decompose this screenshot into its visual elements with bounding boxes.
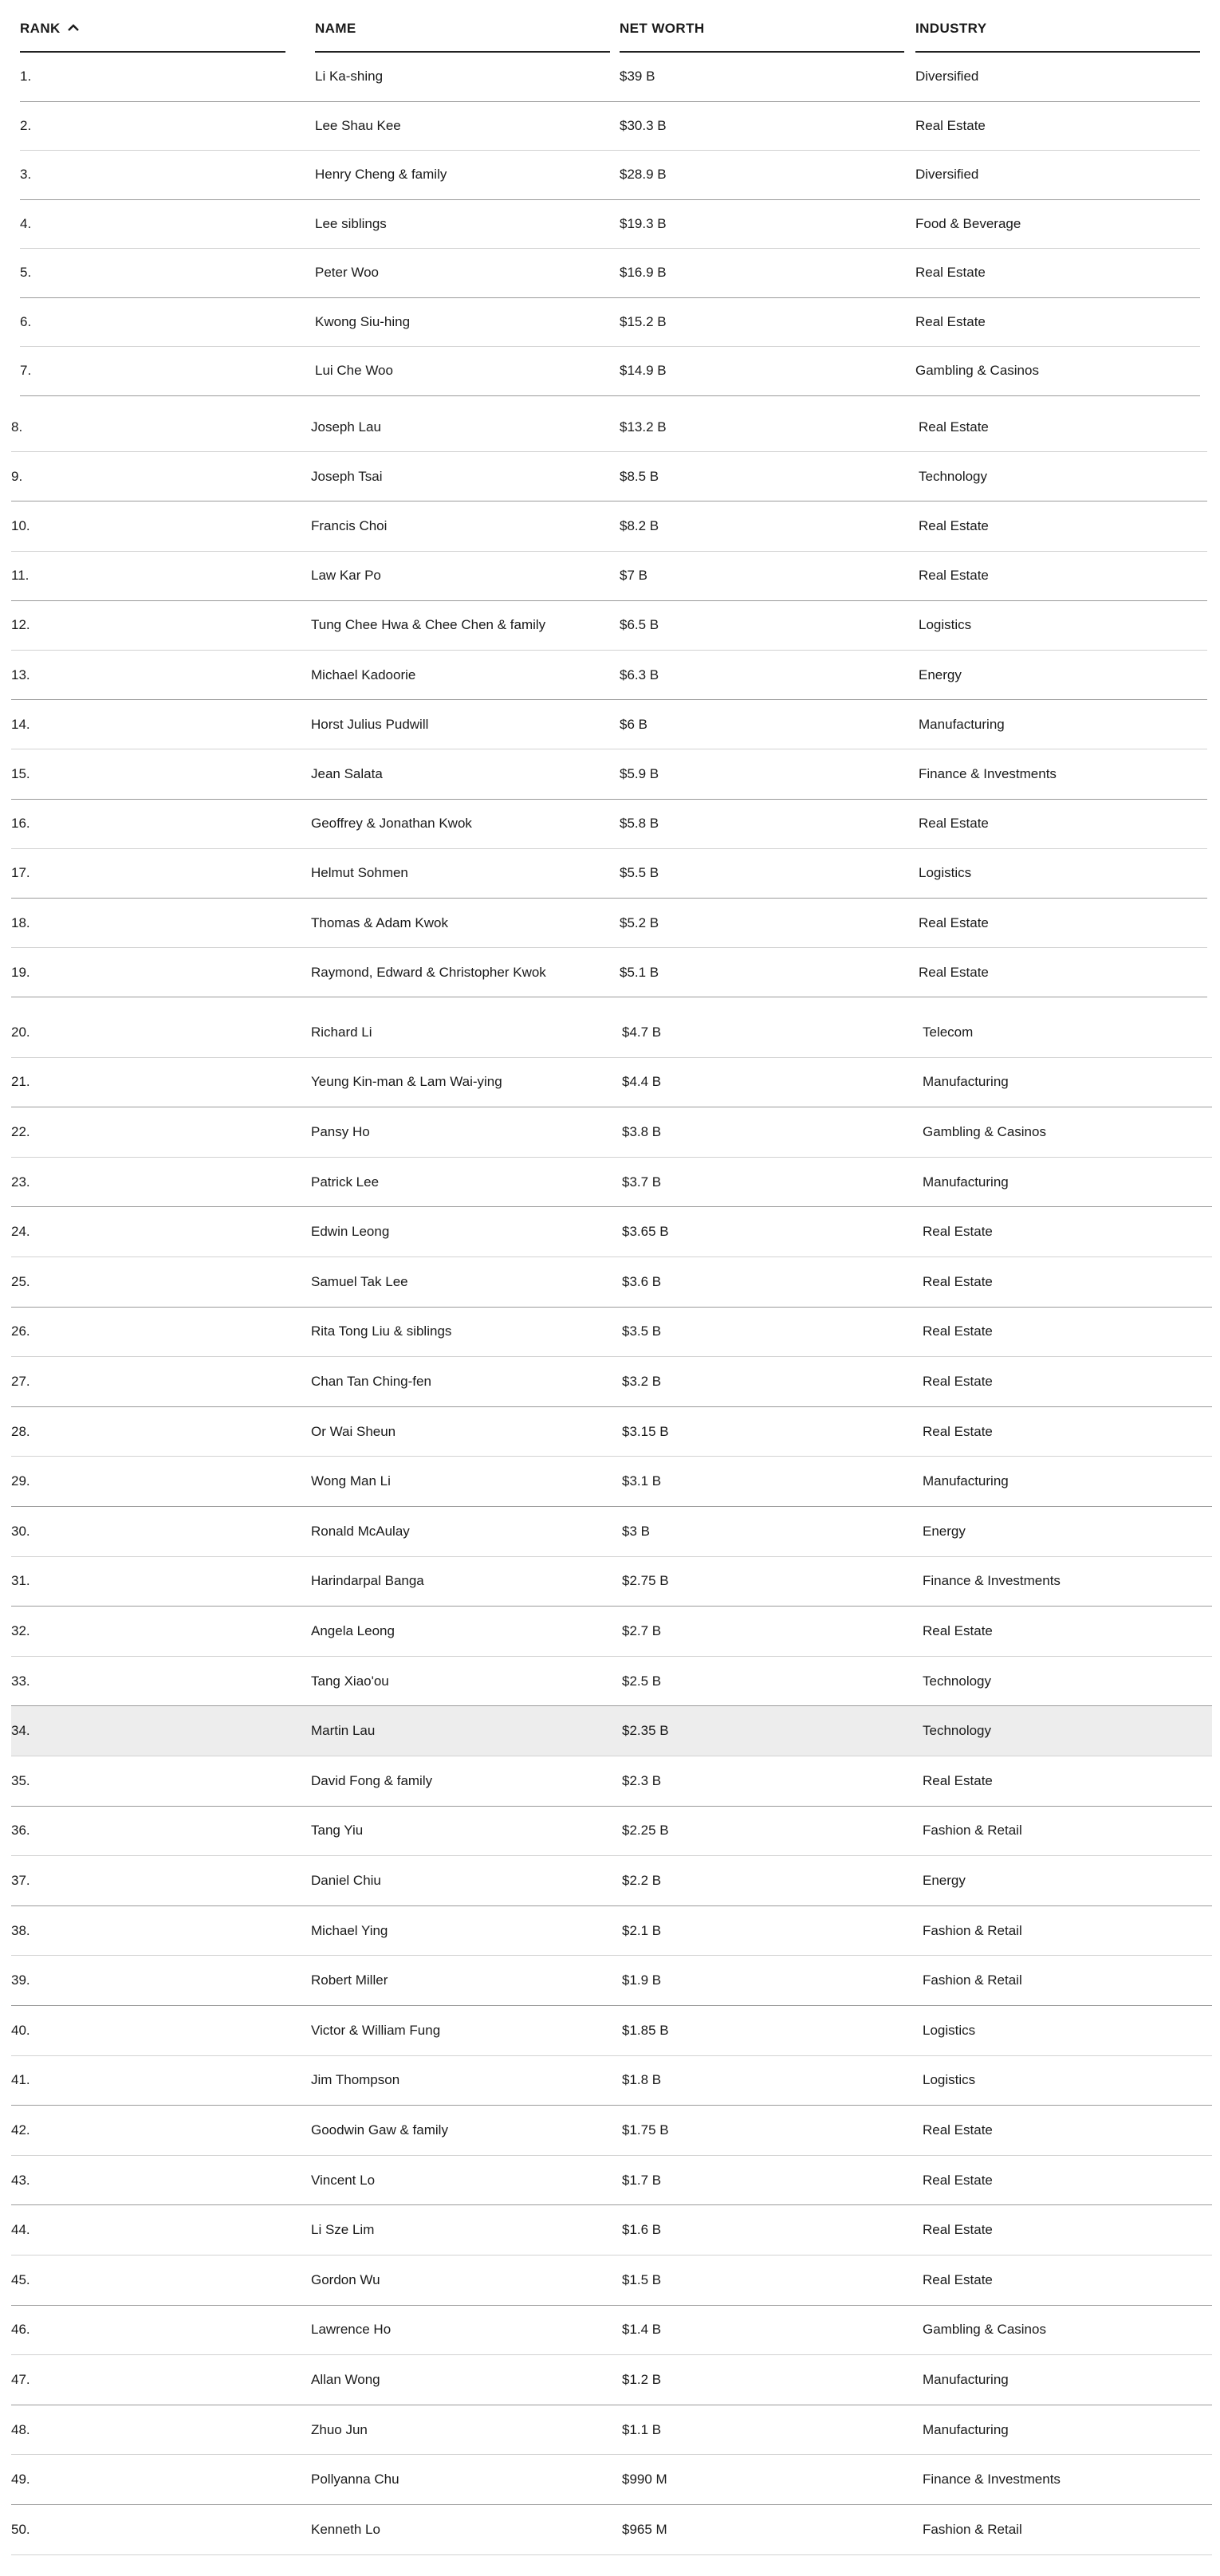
cell-rank: 34. bbox=[11, 1723, 30, 1739]
cell-rank: 8. bbox=[11, 419, 23, 435]
cell-industry: Manufacturing bbox=[923, 1174, 1009, 1190]
cell-name[interactable]: Michael Kadoorie bbox=[311, 667, 416, 682]
cell-net-worth: $3.65 B bbox=[622, 1224, 669, 1240]
table-row[interactable] bbox=[11, 1308, 1212, 1358]
cell-rank: 12. bbox=[11, 617, 30, 633]
cell-industry: Real Estate bbox=[919, 816, 989, 832]
cell-rank: 31. bbox=[11, 1573, 30, 1589]
cell-rank: 33. bbox=[11, 1673, 30, 1689]
cell-name[interactable]: Wong Man Li bbox=[311, 1473, 391, 1489]
cell-net-worth: $3.2 B bbox=[622, 1373, 662, 1389]
column-header-net-worth[interactable] bbox=[620, 0, 904, 53]
cell-rank: 2. bbox=[20, 117, 32, 133]
cell-rank: 29. bbox=[11, 1473, 30, 1489]
table-row[interactable] bbox=[11, 1507, 1212, 1557]
cell-name[interactable]: Jim Thompson bbox=[311, 2072, 400, 2088]
table-row[interactable] bbox=[11, 403, 1207, 452]
cell-industry: Gambling & Casinos bbox=[915, 363, 1039, 379]
cell-name[interactable]: Helmut Sohmen bbox=[311, 865, 408, 881]
cell-industry: Real Estate bbox=[923, 2271, 993, 2287]
cell-net-worth: $965 M bbox=[622, 2521, 667, 2537]
table-row[interactable] bbox=[11, 1607, 1212, 1657]
cell-industry: Real Estate bbox=[923, 1423, 993, 1439]
cell-name[interactable]: Yeung Kin-man & Lam Wai-ying bbox=[311, 1074, 502, 1090]
cell-net-worth: $30.3 B bbox=[620, 117, 667, 133]
cell-net-worth: $8.2 B bbox=[620, 517, 659, 533]
cell-name[interactable]: Vincent Lo bbox=[311, 2172, 376, 2188]
column-header-net-worth-label: NET WORTH bbox=[620, 21, 705, 36]
table-row[interactable] bbox=[11, 2455, 1212, 2505]
cell-rank: 49. bbox=[11, 2472, 30, 2488]
cell-name[interactable]: Pansy Ho bbox=[311, 1123, 370, 1139]
cell-industry: Technology bbox=[923, 1673, 992, 1689]
table-row[interactable] bbox=[11, 1257, 1212, 1308]
cell-name[interactable]: Lui Che Woo bbox=[315, 363, 393, 379]
cell-industry: Real Estate bbox=[923, 2172, 993, 2188]
table-row[interactable] bbox=[20, 53, 1200, 102]
cell-industry: Gambling & Casinos bbox=[923, 1123, 1046, 1139]
cell-net-worth: $5.2 B bbox=[620, 914, 659, 930]
cell-industry: Real Estate bbox=[915, 117, 986, 133]
cell-rank: 19. bbox=[11, 964, 30, 980]
cell-industry: Fashion & Retail bbox=[923, 1972, 1022, 1988]
cell-net-worth: $1.4 B bbox=[622, 2322, 662, 2338]
cell-net-worth: $4.7 B bbox=[622, 1024, 662, 1040]
cell-net-worth: $2.5 B bbox=[622, 1673, 662, 1689]
cell-name[interactable]: Angela Leong bbox=[311, 1622, 395, 1638]
cell-net-worth: $4.4 B bbox=[622, 1074, 662, 1090]
table-row[interactable] bbox=[20, 298, 1200, 348]
column-header-name-label: NAME bbox=[315, 21, 356, 36]
cell-rank: 48. bbox=[11, 2421, 30, 2437]
cell-net-worth: $28.9 B bbox=[620, 167, 667, 183]
table-row[interactable] bbox=[11, 849, 1207, 899]
cell-industry: Real Estate bbox=[923, 1373, 993, 1389]
cell-industry: Real Estate bbox=[923, 1622, 993, 1638]
cell-name[interactable]: Gordon Wu bbox=[311, 2271, 380, 2287]
table-row[interactable] bbox=[11, 1906, 1212, 1957]
cell-name[interactable]: Lee siblings bbox=[315, 215, 387, 231]
cell-industry: Diversified bbox=[915, 167, 979, 183]
table-row[interactable] bbox=[11, 1657, 1212, 1707]
table-row[interactable] bbox=[11, 1107, 1212, 1158]
cell-industry: Real Estate bbox=[915, 313, 986, 329]
cell-net-worth: $1.1 B bbox=[622, 2421, 662, 2437]
cell-net-worth: $1.85 B bbox=[622, 2022, 669, 2038]
cell-industry: Manufacturing bbox=[923, 1074, 1009, 1090]
cell-name[interactable]: Henry Cheng & family bbox=[315, 167, 447, 183]
cell-net-worth: $5.1 B bbox=[620, 964, 659, 980]
cell-name[interactable]: Kwong Siu-hing bbox=[315, 313, 411, 329]
cell-name[interactable]: Michael Ying bbox=[311, 1922, 388, 1938]
cell-industry: Logistics bbox=[923, 2072, 976, 2088]
cell-name[interactable]: Robert Miller bbox=[311, 1972, 388, 1988]
cell-rank: 27. bbox=[11, 1373, 30, 1389]
cell-net-worth: $14.9 B bbox=[620, 363, 667, 379]
table-header bbox=[0, 0, 1220, 53]
cell-rank: 4. bbox=[20, 215, 32, 231]
cell-name[interactable]: Raymond, Edward & Christopher Kwok bbox=[311, 964, 546, 980]
table-row[interactable] bbox=[11, 2306, 1212, 2356]
cell-name[interactable]: David Fong & family bbox=[311, 1772, 433, 1788]
cell-net-worth: $2.25 B bbox=[622, 1823, 669, 1839]
cell-name[interactable]: Lawrence Ho bbox=[311, 2322, 392, 2338]
cell-net-worth: $1.5 B bbox=[622, 2271, 662, 2287]
cell-net-worth: $3.7 B bbox=[622, 1174, 662, 1190]
cell-industry: Energy bbox=[923, 1523, 966, 1539]
cell-name[interactable]: Tang Xiao'ou bbox=[311, 1673, 389, 1689]
cell-rank: 11. bbox=[11, 568, 30, 584]
cell-name[interactable]: Peter Woo bbox=[315, 265, 380, 281]
table-row[interactable] bbox=[20, 151, 1200, 200]
cell-name[interactable]: Zhuo Jun bbox=[311, 2421, 368, 2437]
cell-name[interactable]: Samuel Tak Lee bbox=[311, 1273, 408, 1289]
table-row[interactable] bbox=[11, 2255, 1212, 2306]
cell-net-worth: $7 B bbox=[620, 568, 647, 584]
cell-name[interactable]: Francis Choi bbox=[311, 517, 388, 533]
cell-name[interactable]: Goodwin Gaw & family bbox=[311, 2122, 448, 2137]
cell-name[interactable]: Victor & William Fung bbox=[311, 2022, 441, 2038]
cell-rank: 18. bbox=[11, 914, 30, 930]
cell-rank: 14. bbox=[11, 716, 30, 732]
table-row[interactable] bbox=[11, 2006, 1212, 2056]
cell-net-worth: $6.5 B bbox=[620, 617, 659, 633]
cell-name[interactable]: Or Wai Sheun bbox=[311, 1423, 396, 1439]
cell-net-worth: $1.75 B bbox=[622, 2122, 669, 2137]
cell-industry: Real Estate bbox=[923, 1323, 993, 1339]
cell-net-worth: $16.9 B bbox=[620, 265, 667, 281]
cell-net-worth: $5.8 B bbox=[620, 816, 659, 832]
cell-rank: 15. bbox=[11, 765, 30, 781]
cell-net-worth: $2.3 B bbox=[622, 1772, 662, 1788]
cell-name[interactable]: Martin Lau bbox=[311, 1723, 376, 1739]
table-row[interactable] bbox=[11, 2106, 1212, 2156]
cell-net-worth: $5.9 B bbox=[620, 765, 659, 781]
cell-rank: 44. bbox=[11, 2222, 30, 2238]
table-row[interactable] bbox=[11, 1807, 1212, 1857]
cell-rank: 43. bbox=[11, 2172, 30, 2188]
cell-industry: Real Estate bbox=[919, 964, 989, 980]
cell-name[interactable]: Kenneth Lo bbox=[311, 2521, 380, 2537]
cell-rank: 10. bbox=[11, 517, 30, 533]
cell-rank: 38. bbox=[11, 1922, 30, 1938]
cell-industry: Real Estate bbox=[923, 2222, 993, 2238]
table-row[interactable] bbox=[11, 1956, 1212, 2006]
cell-industry: Manufacturing bbox=[923, 1473, 1009, 1489]
cell-rank: 3. bbox=[20, 167, 32, 183]
cell-net-worth: $39 B bbox=[620, 69, 655, 85]
cell-name[interactable]: Law Kar Po bbox=[311, 568, 381, 584]
chevron-up-icon[interactable] bbox=[67, 0, 80, 57]
table-row[interactable] bbox=[11, 1207, 1212, 1257]
cell-rank: 23. bbox=[11, 1174, 30, 1190]
cell-name[interactable]: Li Ka-shing bbox=[315, 69, 384, 85]
cell-name[interactable]: Patrick Lee bbox=[311, 1174, 380, 1190]
table-row[interactable] bbox=[11, 1457, 1212, 1507]
cell-industry: Energy bbox=[923, 1872, 966, 1888]
cell-net-worth: $6 B bbox=[620, 716, 647, 732]
table-row[interactable] bbox=[11, 2056, 1212, 2106]
table-row[interactable] bbox=[11, 1008, 1212, 1058]
cell-industry: Manufacturing bbox=[919, 716, 1005, 732]
table-row[interactable] bbox=[11, 1407, 1212, 1457]
cell-industry: Real Estate bbox=[923, 1772, 993, 1788]
column-header-rank[interactable] bbox=[20, 0, 285, 53]
cell-net-worth: $1.7 B bbox=[622, 2172, 662, 2188]
cell-rank: 20. bbox=[11, 1024, 30, 1040]
cell-net-worth: $6.3 B bbox=[620, 667, 659, 682]
cell-industry: Logistics bbox=[923, 2022, 976, 2038]
cell-rank: 16. bbox=[11, 816, 30, 832]
cell-rank: 21. bbox=[11, 1074, 30, 1090]
cell-net-worth: $1.6 B bbox=[622, 2222, 662, 2238]
cell-net-worth: $15.2 B bbox=[620, 313, 667, 329]
cell-name[interactable]: Geoffrey & Jonathan Kwok bbox=[311, 816, 472, 832]
table-row[interactable] bbox=[11, 1058, 1212, 1108]
cell-rank: 32. bbox=[11, 1622, 30, 1638]
cell-industry: Finance & Investments bbox=[923, 2472, 1061, 2488]
cell-name[interactable]: Pollyanna Chu bbox=[311, 2472, 399, 2488]
cell-industry: Manufacturing bbox=[923, 2371, 1009, 2387]
cell-industry: Fashion & Retail bbox=[923, 1823, 1022, 1839]
cell-industry: Real Estate bbox=[923, 1224, 993, 1240]
cell-net-worth: $3.5 B bbox=[622, 1323, 662, 1339]
cell-net-worth: $1.2 B bbox=[622, 2371, 662, 2387]
table-row[interactable] bbox=[11, 800, 1207, 849]
cell-name[interactable]: Li Sze Lim bbox=[311, 2222, 375, 2238]
table-row[interactable] bbox=[11, 749, 1207, 799]
cell-name[interactable]: Thomas & Adam Kwok bbox=[311, 914, 448, 930]
cell-industry: Energy bbox=[919, 667, 962, 682]
cell-industry: Finance & Investments bbox=[923, 1573, 1061, 1589]
cell-net-worth: $990 M bbox=[622, 2472, 667, 2488]
cell-net-worth: $13.2 B bbox=[620, 419, 667, 435]
table-row[interactable] bbox=[20, 347, 1200, 396]
column-header-rank-label: RANK bbox=[20, 21, 61, 36]
cell-rank: 35. bbox=[11, 1772, 30, 1788]
cell-name[interactable]: Richard Li bbox=[311, 1024, 372, 1040]
cell-net-worth: $1.8 B bbox=[622, 2072, 662, 2088]
cell-rank: 1. bbox=[20, 69, 32, 85]
cell-industry: Diversified bbox=[915, 69, 979, 85]
cell-net-worth: $2.1 B bbox=[622, 1922, 662, 1938]
cell-industry: Fashion & Retail bbox=[923, 2521, 1022, 2537]
cell-industry: Technology bbox=[923, 1723, 992, 1739]
cell-industry: Real Estate bbox=[923, 1273, 993, 1289]
table-row[interactable] bbox=[11, 2156, 1212, 2206]
cell-industry: Food & Beverage bbox=[915, 215, 1021, 231]
table-row[interactable] bbox=[11, 1557, 1212, 1607]
cell-net-worth: $2.75 B bbox=[622, 1573, 669, 1589]
cell-rank: 13. bbox=[11, 667, 30, 682]
cell-rank: 24. bbox=[11, 1224, 30, 1240]
cell-rank: 39. bbox=[11, 1972, 30, 1988]
cell-net-worth: $1.9 B bbox=[622, 1972, 662, 1988]
cell-name[interactable]: Horst Julius Pudwill bbox=[311, 716, 429, 732]
cell-rank: 37. bbox=[11, 1872, 30, 1888]
column-header-industry-label: INDUSTRY bbox=[915, 21, 987, 36]
cell-name[interactable]: Chan Tan Ching-fen bbox=[311, 1373, 431, 1389]
cell-industry: Real Estate bbox=[919, 914, 989, 930]
table-row[interactable] bbox=[20, 249, 1200, 298]
cell-rank: 40. bbox=[11, 2022, 30, 2038]
column-header-name[interactable] bbox=[315, 0, 610, 53]
cell-rank: 45. bbox=[11, 2271, 30, 2287]
cell-net-worth: $2.35 B bbox=[622, 1723, 669, 1739]
cell-rank: 46. bbox=[11, 2322, 30, 2338]
cell-name[interactable]: Joseph Tsai bbox=[311, 468, 383, 484]
cell-industry: Gambling & Casinos bbox=[923, 2322, 1046, 2338]
cell-industry: Logistics bbox=[919, 617, 972, 633]
table-row[interactable] bbox=[11, 1706, 1212, 1756]
cell-name[interactable]: Rita Tong Liu & siblings bbox=[311, 1323, 452, 1339]
cell-name[interactable]: Lee Shau Kee bbox=[315, 117, 401, 133]
cell-rank: 6. bbox=[20, 313, 32, 329]
cell-industry: Logistics bbox=[919, 865, 972, 881]
table-row[interactable] bbox=[11, 1158, 1212, 1208]
table-row[interactable] bbox=[11, 899, 1207, 948]
cell-name[interactable]: Harindarpal Banga bbox=[311, 1573, 424, 1589]
cell-name[interactable]: Joseph Lau bbox=[311, 419, 381, 435]
cell-industry: Fashion & Retail bbox=[923, 1922, 1022, 1938]
cell-name[interactable]: Edwin Leong bbox=[311, 1224, 390, 1240]
table-row[interactable] bbox=[11, 948, 1207, 997]
column-header-industry[interactable] bbox=[915, 0, 1200, 53]
table-row[interactable] bbox=[11, 1756, 1212, 1807]
cell-name[interactable]: Tang Yiu bbox=[311, 1823, 364, 1839]
cell-net-worth: $3 B bbox=[622, 1523, 650, 1539]
cell-name[interactable]: Allan Wong bbox=[311, 2371, 380, 2387]
cell-rank: 30. bbox=[11, 1523, 30, 1539]
cell-rank: 47. bbox=[11, 2371, 30, 2387]
table-row[interactable] bbox=[20, 102, 1200, 151]
cell-rank: 25. bbox=[11, 1273, 30, 1289]
cell-name[interactable]: Daniel Chiu bbox=[311, 1872, 381, 1888]
cell-industry: Real Estate bbox=[919, 568, 989, 584]
table-row[interactable] bbox=[11, 501, 1207, 551]
cell-net-worth: $5.5 B bbox=[620, 865, 659, 881]
cell-rank: 36. bbox=[11, 1823, 30, 1839]
cell-rank: 7. bbox=[20, 363, 32, 379]
cell-name[interactable]: Jean Salata bbox=[311, 765, 383, 781]
cell-rank: 41. bbox=[11, 2072, 30, 2088]
table-row[interactable] bbox=[11, 1856, 1212, 1906]
cell-rank: 26. bbox=[11, 1323, 30, 1339]
table-row[interactable] bbox=[11, 2405, 1212, 2456]
table-row[interactable] bbox=[11, 700, 1207, 749]
cell-industry: Real Estate bbox=[919, 419, 989, 435]
cell-rank: 5. bbox=[20, 265, 32, 281]
table-row[interactable] bbox=[11, 651, 1207, 700]
cell-rank: 9. bbox=[11, 468, 23, 484]
cell-net-worth: $2.2 B bbox=[622, 1872, 662, 1888]
cell-net-worth: $3.15 B bbox=[622, 1423, 669, 1439]
table-row[interactable] bbox=[11, 1357, 1212, 1407]
cell-net-worth: $2.7 B bbox=[622, 1622, 662, 1638]
cell-industry: Technology bbox=[919, 468, 988, 484]
table-row[interactable] bbox=[11, 2355, 1212, 2405]
cell-industry: Manufacturing bbox=[923, 2421, 1009, 2437]
table-row[interactable] bbox=[11, 452, 1207, 501]
cell-rank: 50. bbox=[11, 2521, 30, 2537]
cell-rank: 22. bbox=[11, 1123, 30, 1139]
table-row[interactable] bbox=[20, 200, 1200, 250]
cell-industry: Real Estate bbox=[919, 517, 989, 533]
cell-net-worth: $3.6 B bbox=[622, 1273, 662, 1289]
cell-name[interactable]: Ronald McAulay bbox=[311, 1523, 410, 1539]
cell-net-worth: $3.1 B bbox=[622, 1473, 662, 1489]
table-row[interactable] bbox=[11, 552, 1207, 601]
cell-net-worth: $19.3 B bbox=[620, 215, 667, 231]
table-row[interactable] bbox=[11, 2505, 1212, 2555]
cell-rank: 42. bbox=[11, 2122, 30, 2137]
cell-rank: 28. bbox=[11, 1423, 30, 1439]
cell-industry: Real Estate bbox=[915, 265, 986, 281]
cell-net-worth: $8.5 B bbox=[620, 468, 659, 484]
table-row[interactable] bbox=[11, 2205, 1212, 2255]
cell-industry: Finance & Investments bbox=[919, 765, 1057, 781]
cell-industry: Telecom bbox=[923, 1024, 974, 1040]
cell-industry: Real Estate bbox=[923, 2122, 993, 2137]
cell-name[interactable]: Tung Chee Hwa & Chee Chen & family bbox=[311, 617, 546, 633]
cell-rank: 17. bbox=[11, 865, 30, 881]
cell-net-worth: $3.8 B bbox=[622, 1123, 662, 1139]
table-row[interactable] bbox=[11, 601, 1207, 651]
